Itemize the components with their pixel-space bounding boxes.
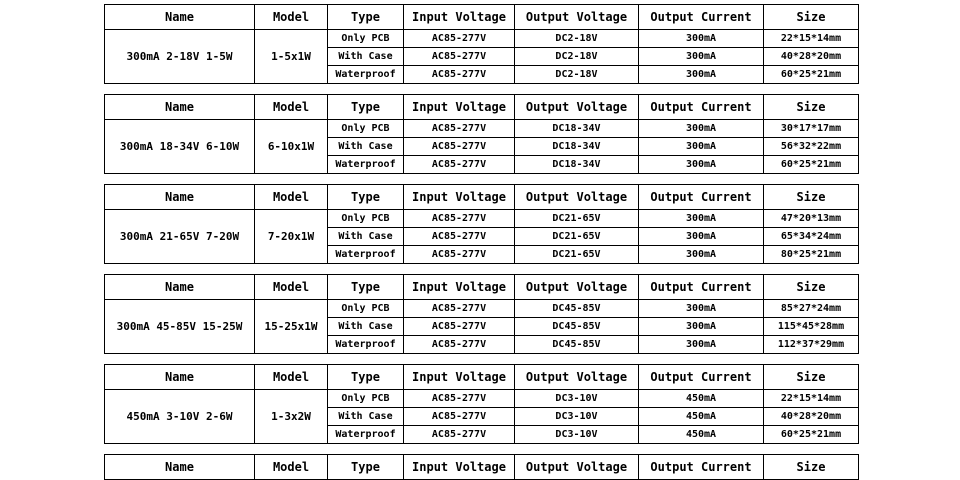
table-row: [105, 30, 859, 48]
separator-cell: [105, 174, 859, 185]
type-cell: Waterproof: [328, 156, 404, 174]
output-voltage-cell: DC45-85V: [515, 300, 639, 318]
size-cell: 60*25*21mm: [764, 66, 859, 84]
input-voltage-cell: AC85-277V: [404, 48, 515, 66]
output-current-cell: 300mA: [639, 138, 764, 156]
input-voltage-cell: AC85-277V: [404, 300, 515, 318]
header-input-voltage: Input Voltage: [404, 275, 515, 300]
size-cell: 40*28*20mm: [764, 408, 859, 426]
size-cell: 40*28*20mm: [764, 48, 859, 66]
header-input-voltage: Input Voltage: [404, 365, 515, 390]
size-cell: 56*32*22mm: [764, 138, 859, 156]
input-voltage-cell: AC85-277V: [404, 318, 515, 336]
type-cell: Waterproof: [328, 426, 404, 444]
output-voltage-cell: DC18-34V: [515, 138, 639, 156]
input-voltage-cell: AC85-277V: [404, 156, 515, 174]
output-current-cell: 300mA: [639, 300, 764, 318]
output-voltage-cell: DC3-10V: [515, 390, 639, 408]
input-voltage-cell: AC85-277V: [404, 30, 515, 48]
header-model: Model: [255, 95, 328, 120]
separator-cell: [105, 84, 859, 95]
type-cell: Only PCB: [328, 390, 404, 408]
output-voltage-cell: DC21-65V: [515, 210, 639, 228]
input-voltage-cell: AC85-277V: [404, 426, 515, 444]
input-voltage-cell: AC85-277V: [404, 138, 515, 156]
header-output-current: Output Current: [639, 455, 764, 480]
header-row: [105, 365, 859, 390]
header-output-current: Output Current: [639, 5, 764, 30]
product-name-cell: 300mA 45-85V 15-25W: [105, 300, 255, 354]
output-current-cell: 300mA: [639, 246, 764, 264]
input-voltage-cell: AC85-277V: [404, 408, 515, 426]
header-output-current: Output Current: [639, 95, 764, 120]
model-cell: 1-3x2W: [255, 390, 328, 444]
input-voltage-cell: AC85-277V: [404, 246, 515, 264]
table-row: [105, 300, 859, 318]
output-current-cell: 300mA: [639, 66, 764, 84]
header-size: Size: [764, 275, 859, 300]
separator-cell: [105, 264, 859, 275]
output-current-cell: 450mA: [639, 408, 764, 426]
table-row: [105, 390, 859, 408]
header-name: Name: [105, 275, 255, 300]
output-voltage-cell: DC45-85V: [515, 336, 639, 354]
header-output-voltage: Output Voltage: [515, 365, 639, 390]
output-voltage-cell: DC21-65V: [515, 228, 639, 246]
header-size: Size: [764, 95, 859, 120]
output-voltage-cell: DC3-10V: [515, 408, 639, 426]
type-cell: Only PCB: [328, 120, 404, 138]
header-input-voltage: Input Voltage: [404, 5, 515, 30]
header-type: Type: [328, 5, 404, 30]
size-cell: 60*25*21mm: [764, 426, 859, 444]
header-model: Model: [255, 365, 328, 390]
product-name-cell: 300mA 2-18V 1-5W: [105, 30, 255, 84]
header-size: Size: [764, 185, 859, 210]
header-input-voltage: Input Voltage: [404, 455, 515, 480]
output-current-cell: 300mA: [639, 156, 764, 174]
size-cell: 22*15*14mm: [764, 30, 859, 48]
output-voltage-cell: DC2-18V: [515, 66, 639, 84]
type-cell: Only PCB: [328, 300, 404, 318]
separator-cell: [105, 444, 859, 455]
product-name-cell: 300mA 18-34V 6-10W: [105, 120, 255, 174]
input-voltage-cell: AC85-277V: [404, 336, 515, 354]
group-separator: [105, 174, 859, 185]
header-output-voltage: Output Voltage: [515, 185, 639, 210]
size-cell: 22*15*14mm: [764, 390, 859, 408]
product-name-cell: 300mA 21-65V 7-20W: [105, 210, 255, 264]
header-input-voltage: Input Voltage: [404, 185, 515, 210]
output-current-cell: 300mA: [639, 30, 764, 48]
input-voltage-cell: AC85-277V: [404, 228, 515, 246]
type-cell: With Case: [328, 48, 404, 66]
header-row: [105, 5, 859, 30]
output-voltage-cell: DC45-85V: [515, 318, 639, 336]
header-name: Name: [105, 5, 255, 30]
size-cell: 112*37*29mm: [764, 336, 859, 354]
output-voltage-cell: DC21-65V: [515, 246, 639, 264]
size-cell: 80*25*21mm: [764, 246, 859, 264]
output-voltage-cell: DC2-18V: [515, 30, 639, 48]
type-cell: With Case: [328, 228, 404, 246]
header-row: [105, 95, 859, 120]
output-current-cell: 300mA: [639, 48, 764, 66]
type-cell: Waterproof: [328, 66, 404, 84]
header-output-current: Output Current: [639, 275, 764, 300]
header-row: [105, 185, 859, 210]
header-size: Size: [764, 365, 859, 390]
size-cell: 47*20*13mm: [764, 210, 859, 228]
output-voltage-cell: DC2-18V: [515, 48, 639, 66]
header-type: Type: [328, 455, 404, 480]
type-cell: Only PCB: [328, 30, 404, 48]
input-voltage-cell: AC85-277V: [404, 390, 515, 408]
header-model: Model: [255, 275, 328, 300]
driver-spec-sheet: [104, 4, 858, 480]
size-cell: 85*27*24mm: [764, 300, 859, 318]
header-name: Name: [105, 455, 255, 480]
header-output-voltage: Output Voltage: [515, 95, 639, 120]
input-voltage-cell: AC85-277V: [404, 66, 515, 84]
input-voltage-cell: AC85-277V: [404, 210, 515, 228]
output-current-cell: 300mA: [639, 210, 764, 228]
output-current-cell: 300mA: [639, 228, 764, 246]
header-model: Model: [255, 455, 328, 480]
model-cell: 6-10x1W: [255, 120, 328, 174]
header-output-voltage: Output Voltage: [515, 5, 639, 30]
output-voltage-cell: DC18-34V: [515, 156, 639, 174]
spec-table-body: [105, 5, 859, 480]
model-cell: 7-20x1W: [255, 210, 328, 264]
output-current-cell: 450mA: [639, 426, 764, 444]
header-model: Model: [255, 185, 328, 210]
type-cell: Waterproof: [328, 336, 404, 354]
group-separator: [105, 84, 859, 95]
input-voltage-cell: AC85-277V: [404, 120, 515, 138]
size-cell: 115*45*28mm: [764, 318, 859, 336]
header-row: [105, 275, 859, 300]
output-current-cell: 300mA: [639, 120, 764, 138]
header-model: Model: [255, 5, 328, 30]
output-voltage-cell: DC3-10V: [515, 426, 639, 444]
output-current-cell: 450mA: [639, 390, 764, 408]
spec-table: [104, 4, 859, 480]
header-row: [105, 455, 859, 480]
table-row: [105, 210, 859, 228]
separator-cell: [105, 354, 859, 365]
type-cell: Only PCB: [328, 210, 404, 228]
model-cell: 15-25x1W: [255, 300, 328, 354]
header-name: Name: [105, 365, 255, 390]
header-size: Size: [764, 455, 859, 480]
output-current-cell: 300mA: [639, 318, 764, 336]
header-type: Type: [328, 95, 404, 120]
header-name: Name: [105, 185, 255, 210]
header-size: Size: [764, 5, 859, 30]
header-output-current: Output Current: [639, 365, 764, 390]
size-cell: 65*34*24mm: [764, 228, 859, 246]
type-cell: With Case: [328, 318, 404, 336]
size-cell: 60*25*21mm: [764, 156, 859, 174]
group-separator: [105, 444, 859, 455]
output-voltage-cell: DC18-34V: [515, 120, 639, 138]
type-cell: Waterproof: [328, 246, 404, 264]
header-name: Name: [105, 95, 255, 120]
output-current-cell: 300mA: [639, 336, 764, 354]
header-input-voltage: Input Voltage: [404, 95, 515, 120]
header-type: Type: [328, 185, 404, 210]
type-cell: With Case: [328, 408, 404, 426]
size-cell: 30*17*17mm: [764, 120, 859, 138]
header-type: Type: [328, 365, 404, 390]
header-output-voltage: Output Voltage: [515, 455, 639, 480]
group-separator: [105, 264, 859, 275]
group-separator: [105, 354, 859, 365]
header-type: Type: [328, 275, 404, 300]
type-cell: With Case: [328, 138, 404, 156]
header-output-voltage: Output Voltage: [515, 275, 639, 300]
product-name-cell: 450mA 3-10V 2-6W: [105, 390, 255, 444]
table-row: [105, 120, 859, 138]
model-cell: 1-5x1W: [255, 30, 328, 84]
header-output-current: Output Current: [639, 185, 764, 210]
